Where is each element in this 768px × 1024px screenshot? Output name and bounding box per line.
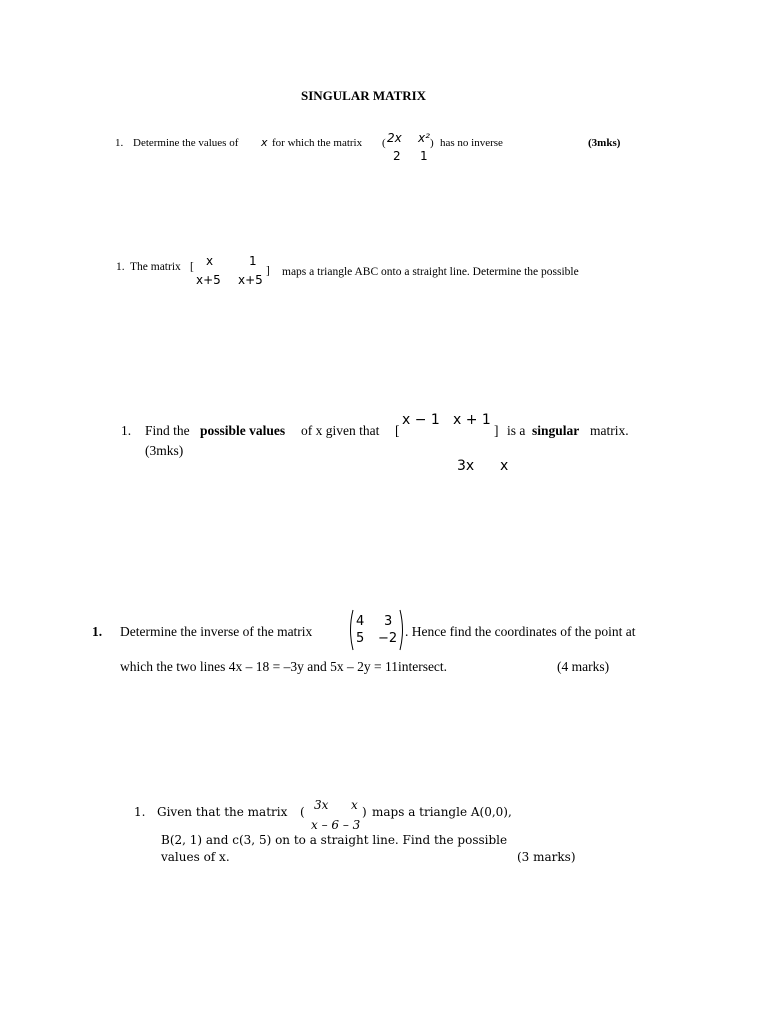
matrix-element: 2x [387, 131, 402, 145]
question-number: 1. [121, 423, 132, 438]
matrix-open-paren: ( [382, 137, 386, 149]
question-text: maps a triangle ABC onto a straight line. Determine the possible [282, 266, 579, 278]
matrix-element: x+5 [196, 273, 221, 287]
question-number: 1. [116, 261, 125, 273]
question-text: B(2, 1) and c(3, 5) on to a straight line. Find the possible [161, 833, 508, 847]
matrix-element: 4 [356, 614, 365, 629]
matrix-open-paren [347, 609, 355, 651]
matrix-element: x [351, 798, 358, 812]
matrix-element: x + 1 [453, 412, 491, 428]
matrix-element: x – 6 – 3 [311, 818, 361, 832]
question-text: matrix. [590, 423, 629, 438]
question-text: Find the [145, 423, 190, 438]
matrix-element: 3x [314, 798, 329, 812]
emphasis-text: singular [532, 423, 580, 438]
matrix-close-paren: ) [430, 137, 434, 149]
matrix-close-bracket: ] [494, 423, 499, 438]
matrix-element: x − 1 [402, 412, 440, 428]
question-text: The matrix [130, 261, 181, 273]
matrix-open-paren: ( [300, 805, 305, 819]
question-text: of x given that [301, 423, 380, 438]
question-text: has no inverse [440, 137, 503, 149]
question-text: for which the matrix [272, 137, 363, 149]
matrix-element: 2 [393, 149, 401, 163]
marks-label: (3mks) [588, 137, 621, 149]
question-number: 1. [92, 624, 103, 639]
matrix-element: 1 [420, 149, 428, 163]
matrix-element: x² [418, 131, 430, 145]
question-text: maps a triangle A(0,0), [372, 805, 512, 819]
question-text: which the two lines 4x – 18 = –3y and 5x – 2y = 11intersect. [120, 659, 448, 674]
matrix-element: 5 [356, 631, 365, 646]
math-variable: x [261, 136, 268, 149]
question-text: Given that the matrix [157, 805, 288, 819]
question-text: Determine the values of [133, 137, 239, 149]
question-text: . Hence find the coordinates of the point at [405, 624, 636, 639]
matrix-element: −2 [378, 631, 398, 646]
matrix-open-bracket: [ [190, 261, 194, 273]
question-text: values of x. [161, 850, 230, 864]
question-text: is a [507, 423, 526, 438]
matrix-element: 3x [457, 458, 475, 474]
question-number: 1. [115, 137, 124, 149]
matrix-close-paren: ) [362, 805, 367, 819]
matrix-close-bracket: ] [266, 265, 270, 277]
matrix-element: x [500, 458, 509, 474]
matrix-open-bracket: [ [395, 423, 400, 438]
matrix-element: 1 [249, 254, 257, 268]
question-text: Determine the inverse of the matrix [120, 624, 313, 639]
marks-label: (4 marks) [557, 659, 610, 674]
marks-label: (3mks) [145, 443, 184, 458]
matrix-element: x [206, 254, 214, 268]
question-number: 1. [134, 805, 146, 819]
page-title: SINGULAR MATRIX [301, 88, 427, 103]
matrix-element: x+5 [238, 273, 263, 287]
emphasis-text: possible values [200, 423, 286, 438]
marks-label: (3 marks) [517, 850, 576, 864]
matrix-element: 3 [384, 614, 393, 629]
